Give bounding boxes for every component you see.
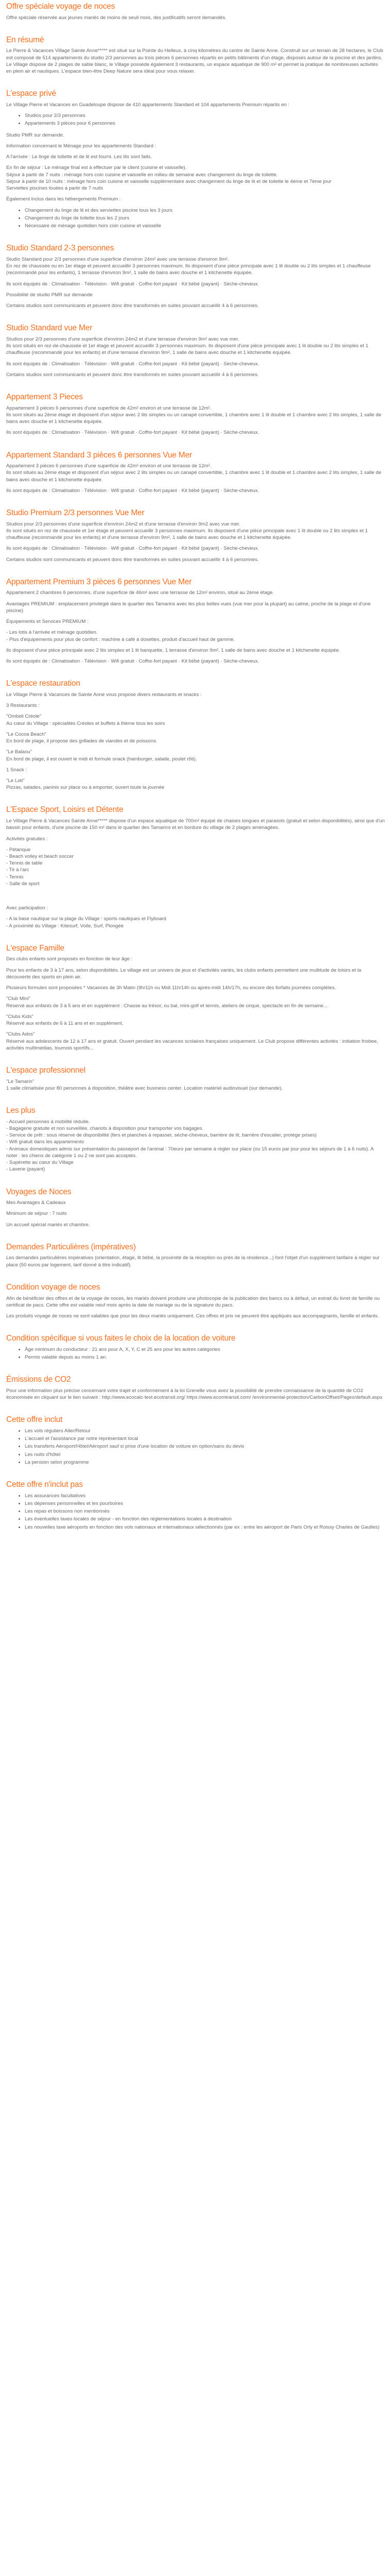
paragraph: Information concernant le Ménage pour les appartements Standard :	[6, 143, 156, 149]
section-voyages-de-noces	[6, 1188, 385, 1228]
section-title: Voyages de Noces	[6, 1187, 72, 1196]
section-title: Condition spécifique si vous faites le choix de la location de voiture	[6, 1334, 236, 1343]
paragraph: Afin de bénéficier des offres et de la voyage de noces, les mariés doivent produire une photocopie de la publication des bancs ou à défaut, un extrait du livret de famille ou certificat de pacs. Cette offre est valable neuf mois après la date de mariage ou de la signature du pacs.	[6, 1295, 380, 1308]
section-studio-standard-vue-mer	[6, 324, 385, 378]
line-group	[6, 629, 385, 642]
paragraph: Pour une information plus précise concernant votre trajet et conformément à la loi Grenelle vous avez la possibilité de prendre connaissance de la quantité de CO2 économisée en cliquant sur le lien suivant : http://www.ecocalc-test.ecotransit.org/ https://www.ecomtransit.com/ /environmental-protection/CarbonOffset/Pages/default.aspx	[6, 1387, 383, 1401]
text-line: "Club Mini"	[6, 996, 30, 1002]
bullet-list	[6, 1493, 385, 1531]
bullet-item: • Les nouvelles taxe aéroports en fonction des vols nationaux et internationaux sélectionnés (par ex : entre les aéroport de Paris Orly et Roissy Charles de Gaulles)	[25, 1524, 385, 1531]
line-group	[6, 336, 385, 357]
bullet-item: • Studios pour 2/3 personnes	[25, 112, 385, 119]
line-group	[6, 777, 385, 791]
text-line: Ils sont situés en rez de chaussée et 1er étage et peuvent accueillir 3 personnes maximum. Ils disposent d'une pièce principale avec 1 lit double ou 2 lits simples et 1 chauffeuse (recommandé pour les enfants) et d'une terrasse d'environ 9m², 1 salle de bains avec douche et 1 kitchenette équipée.	[6, 528, 368, 541]
text-line: "Le Balaou"	[6, 749, 32, 755]
paragraph: Le Village Pierre et Vacances en Guadeloupe dispose de 410 appartements Standard et 104 appartements Premium répartis en :	[6, 101, 289, 108]
section-espace-famille	[6, 944, 385, 1052]
paragraph: Mes Avantages & Cadeaux	[6, 1200, 66, 1206]
text-line: Réservé aux enfants de 3 à 5 ans et en supplément : Chasse au trésor, ou bal, mini-golf et tennis, ateliers de cirque, spectacle en fin de semaine...	[6, 1003, 328, 1009]
bullet-item: • Les nuits d'hôtel	[25, 1451, 385, 1458]
bullet-item: • Changement du linge de toilette tous les 2 jours	[25, 215, 385, 222]
section-espace-restauration	[6, 679, 385, 791]
line-group	[6, 164, 385, 192]
section-appartement-standard-3-pieces-vue-mer	[6, 451, 385, 495]
text-line: - Bagagerie gratuite et non surveillée, chariots à disposition pour transporter vos bagages.	[6, 1125, 204, 1131]
bullet-item: • Nécessaire de ménage quotidien hors coin cuisine et vaisselle	[25, 223, 385, 229]
bullet-item: • Les assurances facultatives	[25, 1493, 385, 1499]
paragraph: A l'arrivée : Le linge de toilette et de lit est fourni. Les lits sont faits.	[6, 154, 152, 160]
paragraph: Avec participation :	[6, 905, 48, 911]
text-line: - Les lotis à l'arrivée et ménage quotidien.	[6, 630, 98, 636]
section-cette-offre-n-inclut-pas	[6, 1480, 385, 1531]
bullet-item: • Changement du linge de lit et des serviettes piscine tous les 3 jours	[25, 207, 385, 214]
text-line: Studios pour 2/3 personnes d'une superficie d'environ 24m2 et d'une terrasse d'environ 9m2 avec vue mer.	[6, 521, 240, 527]
section-cette-offre-inclut	[6, 1415, 385, 1466]
text-line: "Le Cocoa Beach"	[6, 731, 46, 737]
paragraph: Des clubs enfants sont proposés en fonction de leur âge :	[6, 956, 133, 962]
section-espace-professionnel	[6, 1066, 385, 1092]
section-title: En résumé	[6, 35, 44, 44]
text-line: Au cœur du Village : spécialités Créoles et buffets à thème tous les soirs	[6, 720, 165, 726]
bullet-item: • Les dépenses personnelles et les pourboires	[25, 1500, 385, 1507]
text-line: - Supérette au cœur du Village	[6, 1160, 74, 1166]
section-title: L'espace Famille	[6, 943, 64, 953]
text-line: Ils sont situés au 2ème étage et disposent d'un séjour avec 2 lits simples ou un canapé convertible, 1 chambre avec 1 lit double et 1 chambre avec 2 lits simples, 1 salle de bains avec douche et 1 kitchenette équipée.	[6, 470, 382, 483]
paragraph: Ils sont équipés de : Climatisation · Télévision · Wifi gratuit · Coffre-fort payant · Kit bébé (payant) · Sèche-cheveux.	[6, 487, 259, 494]
section-condition-specifique	[6, 1334, 385, 1361]
section-title: L'espace privé	[6, 89, 56, 98]
paragraph: Un accueil spécial mariés et chambre.	[6, 1222, 90, 1228]
text-line: - Tennis	[6, 874, 24, 880]
section-title: Demandes Particulières (impératives)	[6, 1242, 136, 1251]
paragraph: 1 Snack :	[6, 767, 27, 773]
section-title: Appartement 3 Pieces	[6, 393, 83, 401]
section-title: Condition voyage de noces	[6, 1282, 100, 1292]
section-title: L'Espace Sport, Loisirs et Détente	[6, 805, 124, 815]
paragraph: Ils sont équipés de : Climatisation · Télévision · Wifi gratuit · Coffre-fort payant · Kit bébé (payant) · Sèche-cheveux.	[6, 658, 259, 665]
line-group	[6, 1013, 385, 1027]
text-line: - Accueil personnes à mobilité réduite.	[6, 1118, 90, 1125]
line-group	[6, 749, 385, 762]
text-line: "Clubs Kids"	[6, 1013, 34, 1020]
bullet-item: • Les repas et boissons non mentionnés	[25, 1508, 385, 1515]
paragraph: Offre spéciale réservée aux jeunes mariés de moins de seuil mois, des justificatifs seront demandés.	[6, 14, 226, 21]
line-group	[6, 846, 385, 887]
paragraph: Possibilité de studio PMR sur demande	[6, 292, 93, 298]
paragraph: Certains studios sont communicants et peuvent donc être transformés en suites pouvant accueillir 4 à 6 personnes.	[6, 556, 259, 563]
text-line: "Clubs Ados"	[6, 1031, 35, 1038]
text-line: - Plus d'équipements pour plus de confort : machine à café à dosettes, produit d'accueil haut de gamme.	[6, 636, 235, 642]
bullet-list	[6, 207, 385, 230]
section-title: Cette offre n'inclut pas	[6, 1480, 83, 1489]
text-line: Serviettes piscines louées à partir de 7 nuits	[6, 185, 103, 192]
paragraph: Certains studios sont communicants et peuvent donc être transformés en suites pouvant accueillir 4 à 6 personnes.	[6, 371, 259, 378]
text-line: Studios pour 2/3 personnes d'une superficie d'environ 24m2 et d'une terrasse d'environ 9m² avec vue mer.	[6, 336, 239, 342]
bullet-item: • Âge minimum du conducteur : 21 ans pour A, X, Y, C et 25 ans pour les autres catégories	[25, 1346, 385, 1353]
text-line: "Le Loti"	[6, 778, 25, 784]
text-line: Séjour à partir de 10 nuits : ménage hors coin cuisine et vaisselle supplémentaire avec changement du linge de lit et de toilette le 4ème et 7ème jour	[6, 178, 332, 184]
text-line: Ils sont situés en rez-de-chaussée et 1er étage et peuvent accueillir 3 personnes maximum. Ils disposent d'une pièce principale avec 1 lit double ou 2 lits simples et 1 chauffeuse (recommandé pour les enfants) et d'une terrasse d'environ 9m², 1 salle de bains avec douche et 1 kitchenette équipée.	[6, 343, 369, 356]
bullet-item: • Appartements 3 pièces pour 6 personnes	[25, 120, 385, 127]
text-line: - Tir à l'arc	[6, 867, 29, 873]
text-line: En bord de plage, il est ouvert le midi et formule snack (hamburger, salade, poulet rôti).	[6, 756, 197, 762]
section-title: L'espace professionnel	[6, 1066, 86, 1075]
section-en-resume	[6, 36, 385, 75]
line-group	[6, 463, 385, 483]
bullet-list	[6, 112, 385, 127]
paragraph: Appartement 2 chambres 6 personnes, d'une superficie de 46m² avec une terrasse de 12m² environ, situé au 2ème étage.	[6, 590, 274, 596]
line-group	[6, 1118, 385, 1173]
paragraph: Ils sont équipés de : Climatisation · Télévision · Wifi gratuit · Coffre-fort payant · Kit bébé (payant) · Sèche-cheveux.	[6, 546, 259, 552]
text-line: Pizzas, salades, paninis sur place ou à emporter, ouvert toute la journée	[6, 785, 165, 791]
text-line: En rez de chaussée ou en 1er étage et peuvent accueillir 3 personnes maximum. Ils disposent d'une pièce principale avec 1 lit double ou 2 lits simples et 1 chauffeuse (recommandé pour les enfants), 1 terrasse d'environ 9m², 1 salle de bains avec douche et 1 kitchenette équipée.	[6, 263, 371, 276]
line-group	[6, 713, 385, 726]
text-line: - Salle de sport	[6, 880, 40, 887]
paragraph: Certains studios sont communicants et peuvent donc être transformés en suites pouvant accueillir 4 à 6 personnes.	[6, 303, 259, 309]
line-group	[6, 916, 385, 929]
bullet-item: • Les vols réguliers Aller/Retour	[25, 1428, 385, 1434]
section-espace-prive	[6, 89, 385, 229]
text-line: Séjour à partir de 7 nuits : ménage hors coin cuisine et vaisselle en milieu de semaine avec changement du linge de toilette.	[6, 172, 278, 178]
paragraph: Équipements et Services PREMIUM :	[6, 619, 89, 625]
section-title: Appartement Premium 3 pièces 6 personnes Vue Mer	[6, 577, 192, 586]
bullet-item: • Les éventuelles taxes locales de séjour - en fonction des réglementations locales à destination	[25, 1516, 385, 1522]
bullet-item: • Les transferts Aéroport/Hôtel/Aéroport sauf si prise d'une location de voiture en option/sans du devis	[25, 1443, 385, 1450]
paragraph: Les demandes particulières impératives (orientation, étage, lit bébé, la proximité de la réception ou près de la résidence...) font l'objet d'un supplément tarifaire à régler sur place (50 euros par logement, tarif donné à titre indicatif).	[6, 1255, 380, 1268]
text-line: En bord de plage, il propose des grillades de viandes et de poissons.	[6, 738, 157, 744]
text-line: - Animaux domestiques admis sur présentation du passeport de l'animal : 70euro par semaine à régler sur place (ou 15 euros par jour pour les séjours de 1 à 6 nuits). A noter : les chiens de catégorie 1 ou 2 ne sont pas acceptés.	[6, 1146, 374, 1159]
bullet-item: • Permis valable depuis au moins 1 an.	[25, 1354, 385, 1361]
section-espace-sport	[6, 805, 385, 929]
paragraph: Minimum de séjour : 7 nuits	[6, 1211, 67, 1217]
paragraph: Le Village Pierre & Vacances de Sainte Anne vous propose divers restaurants et snacks :	[6, 691, 202, 698]
text-line: - A la base nautique sur la plage du Village : sports nautiques et Flyboard	[6, 916, 167, 922]
paragraph: Pour les enfants de 3 à 17 ans, selon disponibilités. Le village est un univers de jeux et d'activités variés, les clubs enfants permettent une multitude de loisirs et la découverte des sports en plein air.	[6, 967, 362, 980]
line-group	[6, 256, 385, 277]
line-group	[6, 1031, 385, 1052]
section-studio-premium-2-3-vue-mer	[6, 509, 385, 563]
text-line: - Wifi gratuit dans les appartements	[6, 1139, 84, 1145]
text-line: "Ombeli Créole"	[6, 714, 42, 720]
line-group	[6, 521, 385, 541]
paragraph: Activités gratuites :	[6, 836, 48, 842]
text-line: - Beach volley et beach soccer	[6, 854, 74, 859]
section-title: Studio Standard 2-3 personnes	[6, 244, 114, 253]
text-line: Réservé aux enfants de 6 à 11 ans et en supplément.	[6, 1021, 124, 1027]
spacer	[6, 891, 385, 905]
paragraph: Les produits voyage de noces ne sont valables que pour les deux mariés uniquement. Ces offres et prix ne peuvent être appliqués aux accompagnants, famille et enfants.	[6, 1313, 379, 1319]
paragraph: Également inclus dans les hébergements Premium :	[6, 196, 121, 202]
section-title: Émissions de CO2	[6, 1375, 71, 1384]
text-line: - A proximité du Village : Kitesurf, Voile, Surf, Plongée	[6, 923, 124, 929]
section-demandes-particulieres	[6, 1243, 385, 1268]
section-emissions-co2	[6, 1375, 385, 1401]
section-title: Appartement Standard 3 pièces 6 personnes Vue Mer	[6, 450, 192, 460]
section-title: Les plus	[6, 1106, 36, 1115]
text-line: Appartement 3 pièces 6 personnes d'une superficie de 42m² environ et une terrasse de 12m².	[6, 405, 211, 411]
text-line: - Service de prêt : sous réserve de disponibilité (fers et planches à repasser, sèche-cheveux, barrière de lit, barrière d'escalier, protège prises)	[6, 1132, 317, 1139]
text-line: Studio Standard pour 2/3 personnes d'une superficie d'environ 24m² avec une terrasse d'environ 9m².	[6, 256, 229, 262]
section-title: Studio Standard vue Mer	[6, 324, 92, 333]
section-les-plus	[6, 1106, 385, 1173]
bullet-item: • La pension selon programme	[25, 1459, 385, 1466]
paragraph: Ils sont équipés de : Climatisation · Télévision · Wifi gratuit · Coffre-fort payant · Kit bébé (payant) · Sèche-cheveux.	[6, 361, 259, 367]
section-offre-speciale	[6, 2, 385, 21]
paragraph: Studio PMR sur demande.	[6, 132, 64, 138]
paragraph: Ils sont équipés de : Climatisation · Télévision · Wifi gratuit · Coffre-fort payant · Kit bébé (payant) · Sèche-cheveux.	[6, 430, 259, 436]
bullet-item: • L'accueil et l'assistance par notre représentant local	[25, 1435, 385, 1442]
bullet-list	[6, 1346, 385, 1361]
section-appartement-3-pieces	[6, 393, 385, 436]
text-line: En fin de séjour : Le ménage final est à effectuer par le client (cuisine et vaisselle).	[6, 165, 187, 171]
paragraph: Le Pierre & Vacances Village Sainte Anne***** est situé sur la Pointe du Helleux, à cinq kilomètres du centre de Sainte Anne. Construit sur un terrain de 28 hectares, le Club est composé de 514 appartements du studio 2/3 personnes au trois pièces 6 personnes répartis en petits bâtiments d'un étage, disposés autour de la piscine et des jardins. Le Village dispose de 2 plages de sable blanc, le Village possède également 3 restaurants, un espace aquatique de 900 m² et permet la pratique de nombreuses activités en plein air et nautiques. L'espace bien-être Deep Nature sera idéal pour vous relaxer.	[6, 48, 383, 75]
section-title: Studio Premium 2/3 personnes Vue Mer	[6, 509, 144, 518]
text-line: 1 salle climatisée pour 80 personnes à disposition, théâtre avec business center. Location matériel audiovisuel (sur demande).	[6, 1085, 283, 1091]
bullet-list	[6, 1428, 385, 1466]
paragraph: 3 Restaurants :	[6, 703, 40, 709]
paragraph: Avantages PREMIUM : emplacement privilégié dans le quartier des Tamarins avec les plus belles vues (vue mer pour la plupart) au calme, proche de la plage et d'une piscine)	[6, 601, 371, 614]
line-group	[6, 731, 385, 744]
line-group	[6, 1078, 385, 1092]
line-group	[6, 995, 385, 1009]
line-group	[6, 405, 385, 426]
section-studio-standard-2-3	[6, 244, 385, 309]
text-line: - Laverie (payant)	[6, 1166, 45, 1173]
paragraph: Le Village Pierre & Vacances Sainte Anne***** dispose d'un espace aquatique de 700m² équipé de chaises longues et parasols (gratuit et selon disponibilités), ainsi que d'un bassin pour enfants, d'une piscine de 150 m² dans le quartier des Tamarins et en bordure du village de 2 plages aménagées.	[6, 818, 385, 831]
paragraph: Ils disposent d'une pièce principale avec 2 lits simples et 1 lit banquette, 1 terrasse d'environ 9m², 1 salle de bains avec douche et 1 kitchenette équipée.	[6, 647, 340, 653]
paragraph: Ils sont équipés de : Climatisation · Télévision · Wifi gratuit · Coffre-fort payant · Kit bébé (payant) · Sèche-cheveux.	[6, 281, 259, 287]
text-line: - Pétanque	[6, 846, 30, 853]
text-line: - Tennis de table	[6, 860, 43, 867]
section-title: Cette offre inclut	[6, 1415, 62, 1425]
section-title: L'espace restauration	[6, 679, 80, 688]
text-line: Réservé aux adolescents de 12 à 17 ans et gratuit. Ouvert pendant les vacances scolaires françaises uniquement. Le Club propose différentes activités : initiation frisbee, activités multimédias, tournois sportifs...	[6, 1038, 378, 1051]
section-condition-voyage-noces	[6, 1283, 385, 1319]
paragraph: Plusieurs formules sont proposées * Vacances de 3h Matin (9h/11h ou Midi 11h/14h ou après-midi 14h/17h, ou encore des forfaits journées complètes.	[6, 985, 336, 991]
section-title: Offre spéciale voyage de noces	[6, 2, 115, 11]
text-line: "Le Tamarin"	[6, 1078, 35, 1084]
text-line: Ils sont situés au 2ème étage et disposent d'un séjour avec 2 lits simples ou un canapé convertible, 1 chambre avec 1 lit double et 1 chambre avec 2 lits simples, 1 salle de bains avec douche et 1 kitchenette équipée.	[6, 412, 382, 425]
section-appartement-premium-3-pieces-vue-mer	[6, 578, 385, 665]
text-line: Appartement 3 pièces 6 personnes d'une superficie de 42m² environ et une terrasse de 12m².	[6, 463, 211, 469]
